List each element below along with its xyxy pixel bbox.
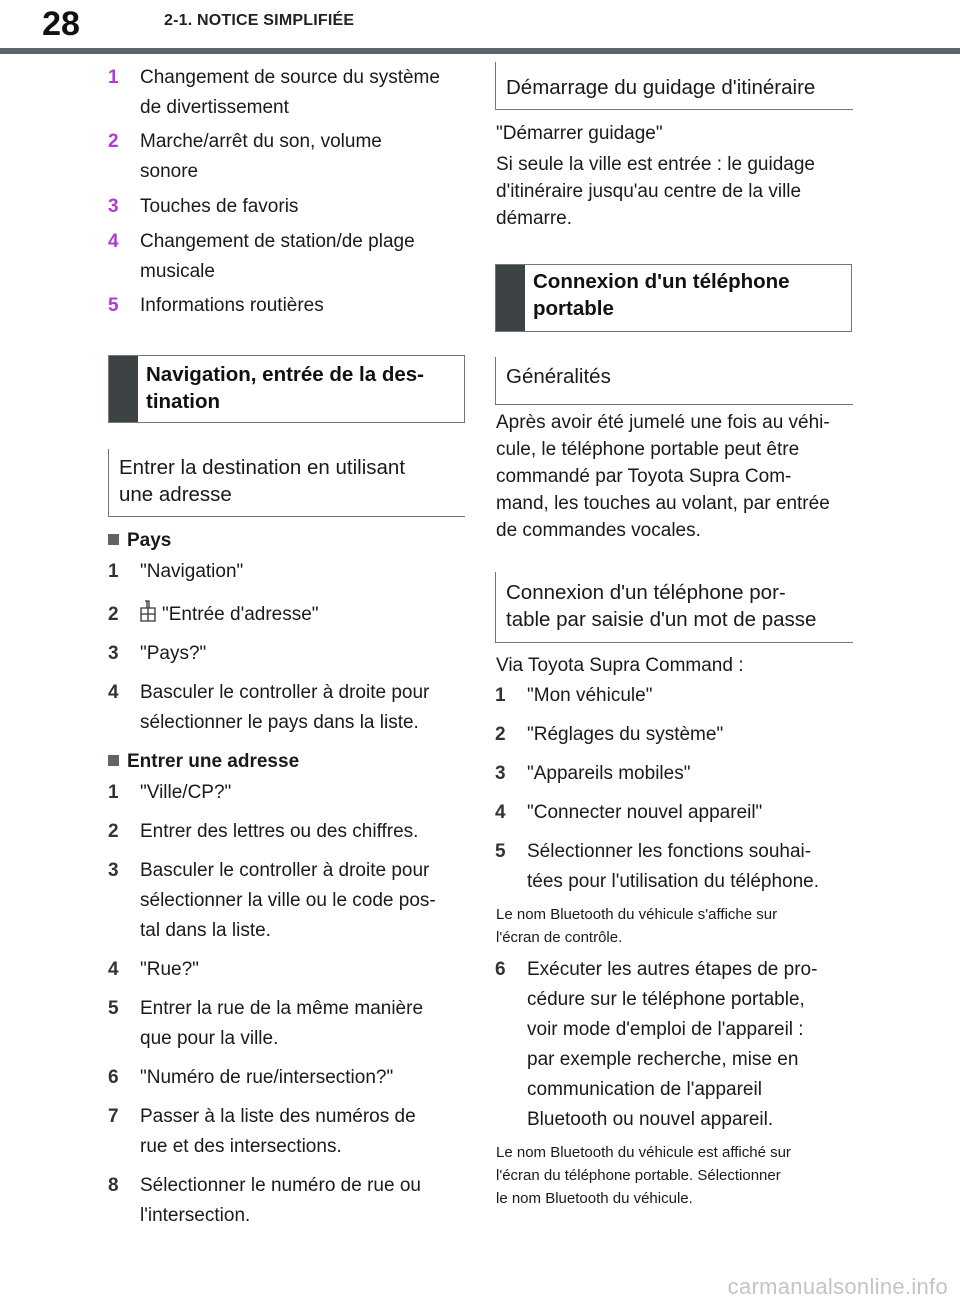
- body-text: démarre.: [496, 208, 573, 229]
- body-text: de commandes vocales.: [496, 520, 701, 541]
- step-text: Sélectionner les fonctions souhai-: [527, 841, 812, 862]
- step-number: 3: [108, 860, 119, 881]
- note-text: le nom Bluetooth du véhicule.: [496, 1190, 693, 1207]
- header-rule: [0, 48, 960, 54]
- item-text: musicale: [140, 261, 215, 282]
- step-number: 5: [108, 998, 119, 1019]
- address-entry-icon: [138, 600, 158, 622]
- step-text: voir mode d'emploi de l'appareil :: [527, 1019, 804, 1040]
- body-text: cule, le téléphone portable peut être: [496, 439, 800, 460]
- step-number: 3: [495, 763, 506, 784]
- step-number: 2: [108, 604, 119, 625]
- page-number: 28: [42, 5, 80, 43]
- heading-text: Connexion d'un téléphone por-: [506, 581, 786, 604]
- square-bullet-icon: [108, 534, 119, 545]
- chapter-title: 2-1. NOTICE SIMPLIFIÉE: [164, 12, 355, 29]
- item-text: Changement de station/de plage: [140, 231, 415, 252]
- step-text: l'intersection.: [140, 1205, 251, 1226]
- step-number: 8: [108, 1175, 119, 1196]
- heading-text: table par saisie d'un mot de passe: [506, 608, 817, 631]
- note-text: Le nom Bluetooth du véhicule est affiché sur: [496, 1144, 791, 1161]
- step-number: 5: [495, 841, 506, 862]
- item-number: 1: [108, 67, 119, 88]
- item-text: Touches de favoris: [140, 196, 299, 217]
- step-number: 6: [495, 959, 506, 980]
- step-text: "Réglages du système": [527, 724, 724, 745]
- paragraph-heading-text: Pays: [127, 530, 172, 551]
- item-number: 5: [108, 295, 119, 316]
- heading-text: Entrer la destination en utilisant: [119, 456, 406, 479]
- paragraph-heading-adresse: [108, 750, 299, 774]
- heading-bar: [109, 356, 138, 422]
- step-text-with-icon: [138, 600, 319, 630]
- subsection-heading-guidage: [495, 62, 853, 110]
- item-text: Marche/arrêt du son, volume: [140, 131, 382, 152]
- step-text: cédure sur le téléphone portable,: [527, 989, 805, 1010]
- subsection-heading-password: [495, 572, 853, 643]
- section-heading-phone: [495, 264, 852, 332]
- note-text: Le nom Bluetooth du véhicule s'affiche sur: [496, 906, 778, 923]
- step-text: Exécuter les autres étapes de pro-: [527, 959, 818, 980]
- heading-text: portable: [533, 297, 614, 320]
- step-text: "Numéro de rue/intersection?": [140, 1067, 394, 1088]
- step-text: que pour la ville.: [140, 1028, 279, 1049]
- step-text: Bluetooth ou nouvel appareil.: [527, 1109, 774, 1130]
- step-text: "Connecter nouvel appareil": [527, 802, 763, 823]
- paragraph-heading-text: Entrer une adresse: [127, 751, 300, 772]
- step-number: 4: [108, 959, 119, 980]
- step-number: 4: [108, 682, 119, 703]
- subsection-heading-generalites: [495, 357, 853, 405]
- section-heading-navigation: [108, 355, 465, 423]
- body-text: d'itinéraire jusqu'au centre de la ville: [496, 181, 802, 202]
- item-number: 2: [108, 131, 119, 152]
- step-number: 3: [108, 643, 119, 664]
- step-number: 2: [495, 724, 506, 745]
- step-text: "Ville/CP?": [140, 782, 232, 803]
- item-text: Informations routières: [140, 295, 324, 316]
- item-number: 4: [108, 231, 119, 252]
- step-text: rue et des intersections.: [140, 1136, 342, 1157]
- step-text: Sélectionner le numéro de rue ou: [140, 1175, 421, 1196]
- note-text: l'écran de contrôle.: [496, 929, 623, 946]
- step-text: "Rue?": [140, 959, 199, 980]
- body-text: Via Toyota Supra Command :: [496, 655, 744, 676]
- step-text: Basculer le controller à droite pour: [140, 860, 430, 881]
- step-number: 7: [108, 1106, 119, 1127]
- item-text: sonore: [140, 161, 199, 182]
- step-number: 1: [495, 685, 506, 706]
- step-text: communication de l'appareil: [527, 1079, 762, 1100]
- step-text: "Navigation": [140, 561, 244, 582]
- step-text: Entrer des lettres ou des chiffres.: [140, 821, 419, 842]
- step-number: 2: [108, 821, 119, 842]
- step-number: 6: [108, 1067, 119, 1088]
- step-text: "Appareils mobiles": [527, 763, 691, 784]
- step-text: tées pour l'utilisation du téléphone.: [527, 871, 819, 892]
- heading-text: tination: [146, 390, 221, 413]
- item-text: Changement de source du système: [140, 67, 440, 88]
- paragraph-heading-pays: [108, 529, 171, 553]
- step-text: tal dans la liste.: [140, 920, 271, 941]
- square-bullet-icon: [108, 755, 119, 766]
- item-number: 3: [108, 196, 119, 217]
- heading-text: Généralités: [506, 365, 611, 388]
- heading-bar: [496, 265, 525, 331]
- heading-text: Démarrage du guidage d'itinéraire: [506, 76, 816, 99]
- step-number: 1: [108, 782, 119, 803]
- heading-text: une adresse: [119, 483, 232, 506]
- step-text: par exemple recherche, mise en: [527, 1049, 799, 1070]
- note-text: l'écran du téléphone portable. Sélectionner: [496, 1167, 781, 1184]
- step-text: sélectionner la ville ou le code pos-: [140, 890, 436, 911]
- body-text: commandé par Toyota Supra Com-: [496, 466, 792, 487]
- heading-text: Connexion d'un téléphone: [533, 270, 790, 293]
- step-number: 1: [108, 561, 119, 582]
- body-text: Si seule la ville est entrée : le guidage: [496, 154, 815, 175]
- step-text: Passer à la liste des numéros de: [140, 1106, 416, 1127]
- step-text: sélectionner le pays dans la liste.: [140, 712, 419, 733]
- body-text: "Démarrer guidage": [496, 123, 663, 144]
- step-text: "Pays?": [140, 643, 207, 664]
- body-text: Après avoir été jumelé une fois au véhi-: [496, 412, 830, 433]
- watermark: carmanualsonline.info: [727, 1274, 948, 1299]
- step-text: Entrer la rue de la même manière: [140, 998, 424, 1019]
- step-text: Basculer le controller à droite pour: [140, 682, 430, 703]
- step-text: "Mon véhicule": [527, 685, 653, 706]
- heading-text: Navigation, entrée de la des-: [146, 363, 424, 386]
- page-header: [0, 0, 960, 54]
- body-text: mand, les touches au volant, par entrée: [496, 493, 830, 514]
- step-number: 4: [495, 802, 506, 823]
- subsection-heading-address: [108, 449, 465, 517]
- step-text: "Entrée d'adresse": [162, 604, 319, 625]
- item-text: de divertissement: [140, 97, 289, 118]
